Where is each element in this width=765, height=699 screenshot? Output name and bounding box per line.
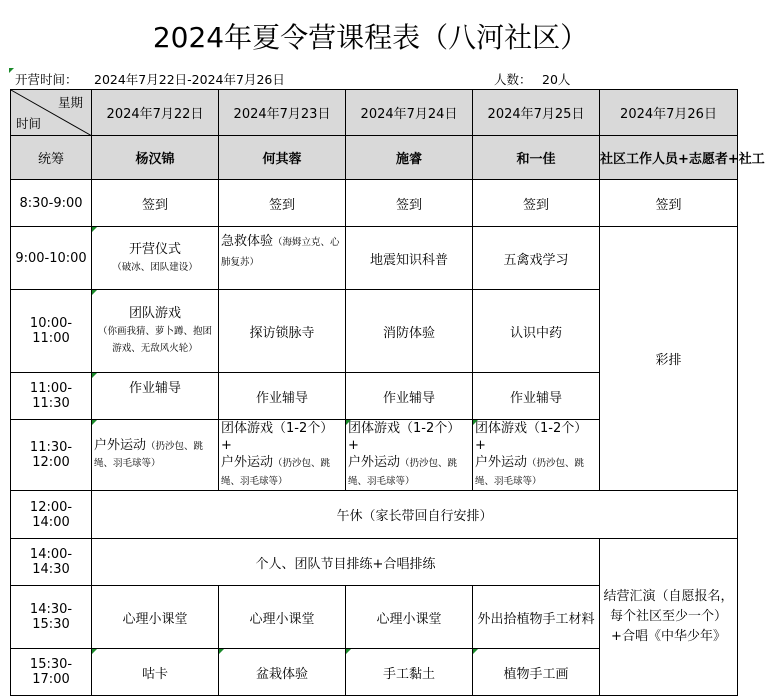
activity-title: 户外运动	[475, 455, 528, 470]
activity-cell: 作业辅导	[346, 373, 473, 420]
date-header: 2024年7月23日	[219, 90, 346, 136]
activity-note: （你画我猜、萝卜蹲、抱团游戏、无敌风火轮）	[97, 326, 212, 354]
date-header: 2024年7月26日	[600, 90, 738, 136]
activity-cell: 心理小课堂	[346, 586, 473, 649]
activity-cell: 签到	[600, 180, 738, 227]
activity-title: 团体游戏（1-2个）+	[475, 421, 588, 453]
coordinator-row	[11, 136, 738, 180]
cell-marker	[92, 373, 97, 378]
activity-title: 急救体验	[221, 234, 274, 249]
activity-title: 手工黏土	[382, 666, 435, 682]
activity-cell: 探访锁脉寺	[219, 290, 346, 373]
activity-cell	[346, 649, 473, 696]
activity-note: （扔沙包、跳绳、羽毛球等）	[475, 458, 585, 487]
activity-cell: 地震知识科普	[346, 227, 473, 290]
activity-cell	[92, 290, 219, 373]
coordinator-name: 杨汉锦	[92, 136, 219, 180]
activity-cell	[92, 420, 219, 491]
time-label: 时间	[16, 116, 42, 131]
coordinator-name: 何其蓉	[219, 136, 346, 180]
activity-note: （扔沙包、跳绳、羽毛球等）	[221, 458, 331, 487]
activity-title: 植物手工画	[503, 666, 569, 682]
cell-marker	[92, 290, 97, 295]
activity-cell	[219, 227, 346, 290]
coordinator-name: 和一佳	[473, 136, 600, 180]
time-cell: 10:00-11:00	[11, 290, 92, 373]
activity-cell	[219, 649, 346, 696]
cell-marker	[9, 68, 14, 73]
activity-note: （破冰、团队建设）	[112, 261, 198, 273]
cell-marker	[346, 420, 351, 425]
activity-title: 作业辅导	[128, 381, 181, 396]
activity-cell: 签到	[346, 180, 473, 227]
corner-cell	[11, 90, 92, 136]
activity-cell: 签到	[92, 180, 219, 227]
time-cell: 14:00-14:30	[11, 539, 92, 586]
cell-marker	[473, 420, 478, 425]
date-header-row	[11, 90, 738, 136]
activity-cell	[92, 227, 219, 290]
time-cell: 8:30-9:00	[11, 180, 92, 227]
date-header: 2024年7月22日	[92, 90, 219, 136]
time-row	[11, 227, 738, 290]
time-cell: 12:00-14:00	[11, 491, 92, 539]
weekday-label: 星期	[57, 95, 83, 110]
activity-note: （扔沙包、跳绳、羽毛球等）	[348, 458, 458, 487]
cell-marker	[92, 420, 97, 425]
activity-note: （海姆立克、心肺复苏）	[221, 237, 340, 268]
activity-cell: 作业辅导	[219, 373, 346, 420]
time-cell: 11:30-12:00	[11, 420, 92, 491]
time-cell: 9:00-10:00	[11, 227, 92, 290]
activity-title: 开营仪式	[128, 241, 181, 257]
coordinator-name: 施睿	[346, 136, 473, 180]
coordinator-name: 社区工作人员+志愿者+社工	[600, 136, 738, 180]
activity-cell	[346, 420, 473, 491]
activity-cell: 作业辅导	[473, 373, 600, 420]
page-title: 2024年夏令营课程表（八河社区）	[152, 21, 589, 54]
time-row	[11, 180, 738, 227]
cell-marker	[92, 649, 97, 654]
camp-time-value: 2024年7月22日-2024年7月26日	[94, 72, 285, 87]
cell-marker	[473, 649, 478, 654]
activity-title: 团体游戏（1-2个）+	[348, 421, 461, 453]
time-cell: 14:30-15:30	[11, 586, 92, 649]
activity-title: 户外运动	[221, 455, 274, 470]
headcount-label: 人数：	[494, 72, 532, 87]
activity-cell: 认识中药	[473, 290, 600, 373]
activity-cell	[219, 420, 346, 491]
time-row	[11, 491, 738, 539]
activity-cell: 彩排	[600, 227, 738, 491]
activity-cell: 签到	[219, 180, 346, 227]
activity-title: 户外运动	[94, 438, 147, 453]
activity-title: 团体游戏（1-2个）+	[221, 421, 334, 453]
activity-cell: 外出拾植物手工材料	[473, 586, 600, 649]
activity-cell	[92, 373, 219, 420]
cell-marker	[92, 227, 97, 232]
rehearsal-practice-cell: 个人、团队节目排练+合唱排练	[92, 539, 600, 586]
activity-cell	[92, 649, 219, 696]
cell-marker	[219, 649, 224, 654]
activity-cell	[473, 420, 600, 491]
activity-note: （扔沙包、跳绳、羽毛球等）	[94, 441, 204, 469]
closing-show-cell: 结营汇演（自愿报名，每个社区至少一个）+合唱《中华少年》	[600, 539, 738, 696]
coordinator-label: 统筹	[11, 136, 92, 180]
activity-title: 户外运动	[348, 455, 401, 470]
time-cell: 15:30-17:00	[11, 649, 92, 696]
date-header: 2024年7月25日	[473, 90, 600, 136]
time-cell: 11:00-11:30	[11, 373, 92, 420]
activity-title: 团队游戏	[128, 306, 181, 321]
lunch-cell: 午休（家长带回自行安排）	[92, 491, 738, 539]
activity-cell: 消防体验	[346, 290, 473, 373]
activity-cell: 心理小课堂	[219, 586, 346, 649]
activity-cell: 五禽戏学习	[473, 227, 600, 290]
activity-cell: 签到	[473, 180, 600, 227]
activity-cell	[473, 649, 600, 696]
schedule-table	[10, 89, 765, 696]
cell-marker	[346, 649, 351, 654]
camp-time-label: 开营时间：	[15, 72, 78, 87]
date-header: 2024年7月24日	[346, 90, 473, 136]
headcount-value: 20人	[542, 72, 571, 87]
activity-title: 咕卡	[141, 666, 168, 682]
info-bar	[10, 68, 735, 88]
activity-cell: 心理小课堂	[92, 586, 219, 649]
time-row	[11, 539, 738, 586]
activity-title: 盆栽体验	[255, 666, 308, 682]
